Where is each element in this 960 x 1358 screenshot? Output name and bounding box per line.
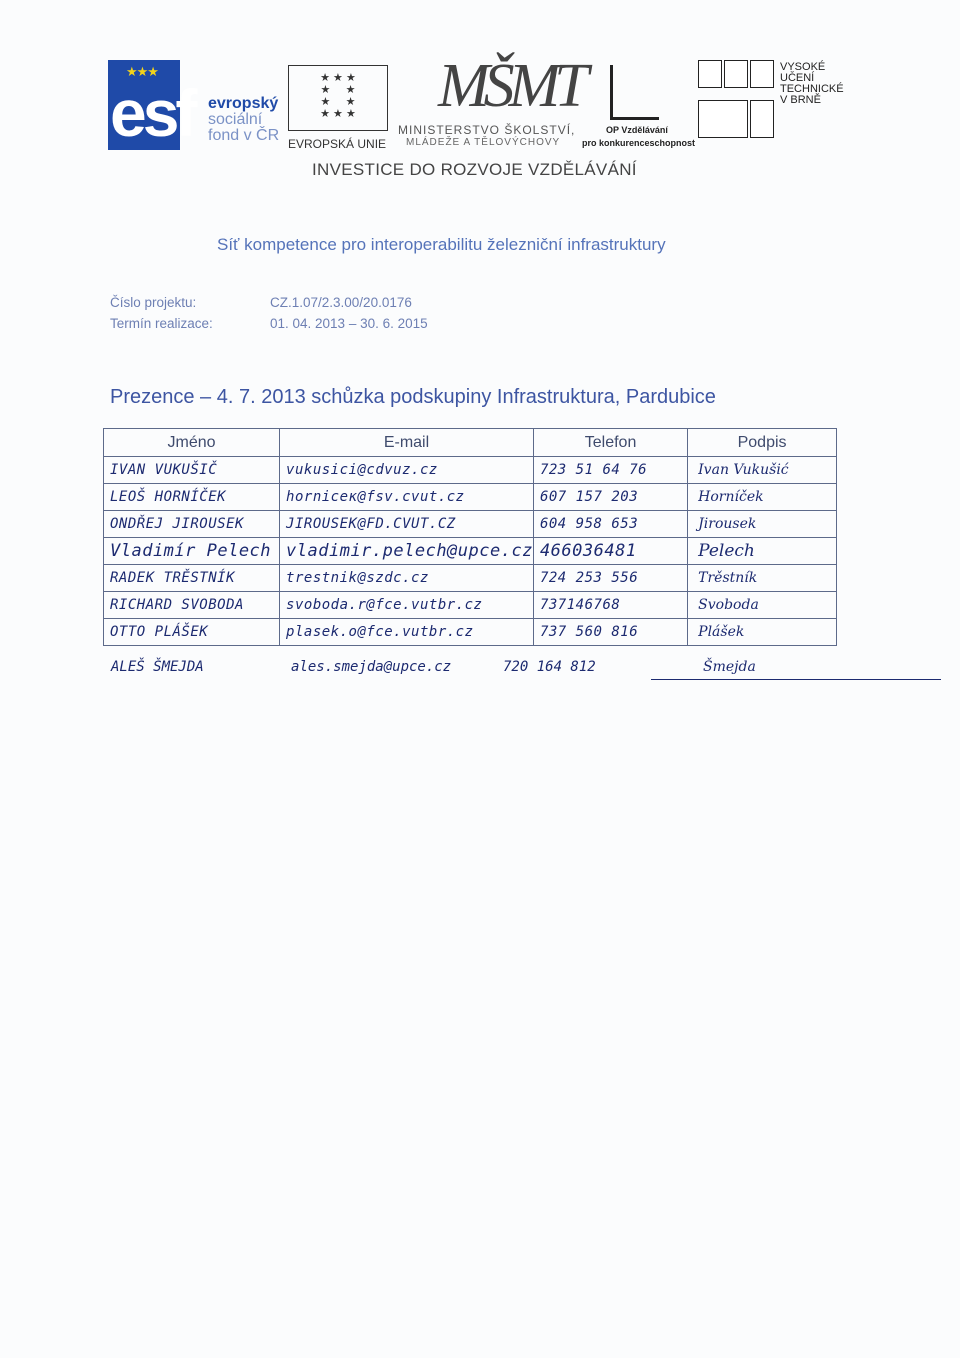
column-header-phone: Telefon	[533, 429, 687, 457]
attendance-table	[103, 428, 837, 646]
attendee-phone: 720 164 812	[503, 659, 596, 675]
attendee-name: LEOŠ HORNÍČEK	[104, 484, 280, 511]
column-header-signature: Podpis	[688, 429, 837, 457]
attendance-heading: Prezence – 4. 7. 2013 schůzka podskupiny Infrastruktura, Pardubice	[110, 386, 716, 408]
column-header-name: Jméno	[104, 429, 280, 457]
attendee-phone: 737 560 816	[533, 619, 687, 646]
msmt-line-2: MLÁDEŽE A TĚLOVÝCHOVY	[406, 137, 561, 148]
attendee-signature: Horníček	[688, 484, 837, 511]
project-number-value: CZ.1.07/2.3.00/20.0176	[270, 295, 412, 310]
attendee-name: ONDŘEJ JIROUSEK	[104, 511, 280, 538]
esf-line-2: sociální	[208, 111, 263, 128]
attendee-name: ALEŠ ŠMEJDA	[111, 659, 204, 675]
vut-line-3: TECHNICKÉ	[780, 83, 844, 95]
op-logo-shape-icon	[610, 65, 659, 120]
attendee-phone: 604 958 653	[533, 511, 687, 538]
attendee-email: plasek.o@fce.vutbr.cz	[280, 619, 534, 646]
attendee-email: vukusici@cdvuz.cz	[280, 457, 534, 484]
vut-logo	[698, 60, 848, 150]
op-logo	[582, 65, 698, 155]
attendee-email: JIROUSEK@FD.CVUT.CZ	[280, 511, 534, 538]
document-subtitle: Síť kompetence pro interoperabilitu železniční infrastruktury	[217, 235, 666, 254]
op-line-1: OP Vzdělávání	[606, 125, 668, 135]
attendee-email: horniceк@fsv.cvut.cz	[280, 484, 534, 511]
term-value: 01. 04. 2013 – 30. 6. 2015	[270, 316, 428, 331]
handwritten-extra-row	[103, 655, 837, 681]
esf-logo-letters: esf	[110, 76, 194, 150]
attendee-email: trestnik@szdc.cz	[280, 565, 534, 592]
eu-label: EVROPSKÁ UNIE	[288, 137, 387, 151]
attendee-signature: Pelech	[688, 538, 837, 565]
logo-strip	[108, 52, 848, 155]
attendee-phone: 607 157 203	[533, 484, 687, 511]
attendee-signature: Šmejda	[703, 659, 756, 675]
eu-logo	[288, 65, 388, 153]
attendee-name: Vladimír Pelech	[104, 538, 280, 565]
table-row	[104, 511, 837, 538]
attendee-name: RICHARD SVOBODA	[104, 592, 280, 619]
vut-text	[780, 62, 844, 106]
eu-stars-icon: ★ ★ ★ ★ ★ ★ ★ ★ ★ ★	[320, 72, 356, 120]
attendee-name: RADEK TRĚSTNÍK	[104, 565, 280, 592]
signature-line	[651, 679, 941, 680]
esf-line-1: evropský	[208, 95, 279, 112]
table-row	[104, 619, 837, 646]
attendee-name: OTTO PLÁŠEK	[104, 619, 280, 646]
attendee-phone: 466036481	[533, 538, 687, 565]
attendee-signature: Trěstník	[688, 565, 837, 592]
op-line-2: pro konkurenceschopnost	[582, 138, 696, 148]
table-row	[104, 484, 837, 511]
attendee-email: vladimir.pelech@upce.cz	[280, 538, 534, 565]
attendee-signature: Svoboda	[688, 592, 837, 619]
table-row	[104, 457, 837, 484]
esf-logo-text	[208, 96, 279, 144]
attendee-email: svoboda.r@fce.vutbr.cz	[280, 592, 534, 619]
attendee-phone: 724 253 556	[533, 565, 687, 592]
term-label: Termín realizace:	[110, 316, 213, 331]
table-row	[104, 592, 837, 619]
attendee-phone: 723 51 64 76	[533, 457, 687, 484]
investice-tagline: INVESTICE DO ROZVOJE VZDĚLÁVÁNÍ	[312, 160, 637, 179]
star-icon: ★★★	[126, 64, 158, 79]
attendee-email: ales.smejda@upce.cz	[291, 659, 452, 675]
vut-line-1: VYSOKÉ	[780, 61, 826, 73]
vut-line-2: UČENÍ	[780, 72, 815, 84]
attendee-name: IVAN VUKUŠIČ	[104, 457, 280, 484]
msmt-line-1: MINISTERSTVO ŠKOLSTVÍ,	[398, 123, 576, 137]
attendee-signature: Ivan Vukušić	[688, 457, 837, 484]
attendee-signature: Jirousek	[688, 511, 837, 538]
column-header-email: E-mail	[280, 429, 534, 457]
table-header-row	[104, 429, 837, 457]
eu-flag	[288, 65, 388, 131]
attendee-phone: 737146768	[533, 592, 687, 619]
vut-line-4: V BRNĚ	[780, 94, 821, 106]
project-number-label: Číslo projektu:	[110, 295, 197, 310]
table-row	[104, 538, 837, 565]
msmt-mark: MŠMT	[438, 52, 583, 120]
attendee-signature: Plášek	[688, 619, 837, 646]
table-row	[104, 565, 837, 592]
vut-grid-icon	[698, 60, 778, 146]
esf-logo	[108, 60, 284, 152]
esf-line-3: fond v ČR	[208, 127, 280, 144]
